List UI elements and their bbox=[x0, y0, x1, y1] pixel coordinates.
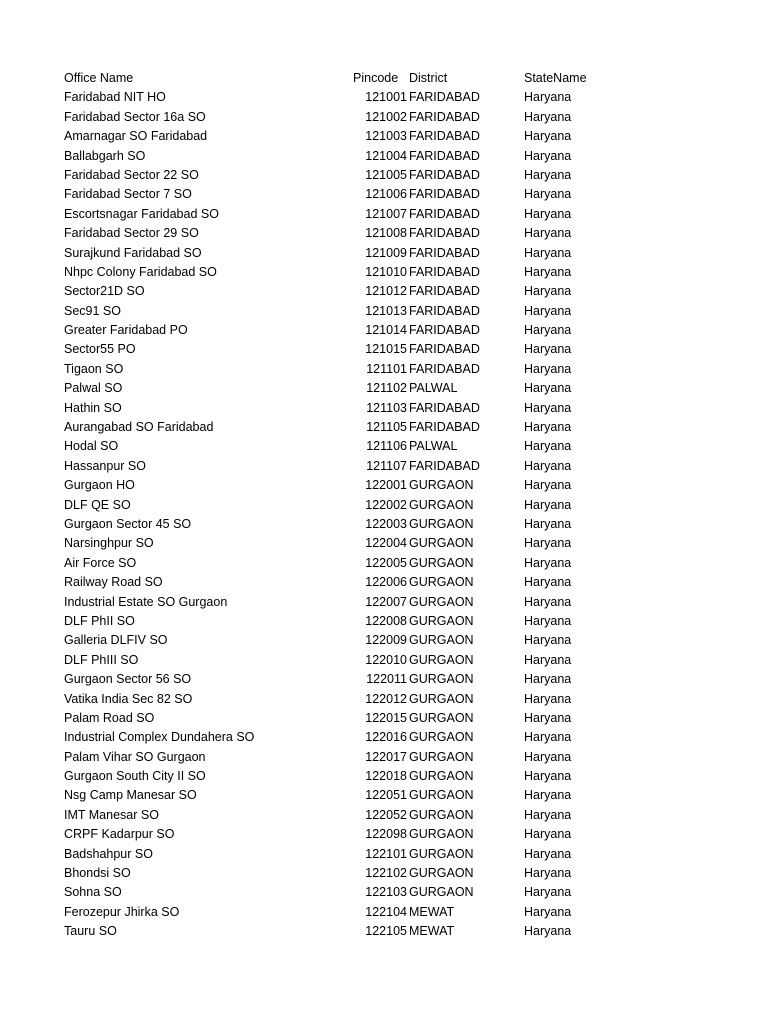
district-cell: FARIDABAD bbox=[409, 187, 480, 202]
pincode-cell: 122009 bbox=[365, 633, 407, 648]
pincode-cell: 122103 bbox=[365, 885, 407, 900]
pincode-cell: 122052 bbox=[365, 807, 407, 822]
table-row bbox=[0, 883, 768, 902]
district-cell: GURGAON bbox=[409, 478, 474, 493]
office-name-cell: Bhondsi SO bbox=[64, 866, 131, 881]
office-name-cell: Gurgaon HO bbox=[64, 478, 135, 493]
office-name-cell: Ballabgarh SO bbox=[64, 148, 146, 163]
state-name-cell: Haryana bbox=[524, 90, 572, 105]
pincode-cell: 121005 bbox=[365, 167, 407, 182]
table-row bbox=[0, 340, 768, 359]
state-name-cell: Haryana bbox=[524, 264, 572, 279]
district-cell: GURGAON bbox=[409, 710, 474, 725]
table-row bbox=[0, 670, 768, 689]
table-row bbox=[0, 224, 768, 243]
table-row bbox=[0, 554, 768, 573]
table-row bbox=[0, 205, 768, 224]
state-name-cell: Haryana bbox=[524, 594, 572, 609]
pincode-cell: 122104 bbox=[365, 904, 407, 919]
state-name-cell: Haryana bbox=[524, 245, 572, 260]
office-name-cell: Sec91 SO bbox=[64, 303, 121, 318]
pincode-cell: 121105 bbox=[366, 420, 407, 435]
office-name-cell: Faridabad NIT HO bbox=[64, 90, 166, 105]
header-pincode: Pincode bbox=[353, 71, 399, 85]
office-name-cell: Galleria DLFIV SO bbox=[64, 633, 168, 648]
state-name-cell: Haryana bbox=[524, 342, 572, 357]
table-row bbox=[0, 282, 768, 301]
district-cell: FARIDABAD bbox=[409, 90, 480, 105]
state-name-cell: Haryana bbox=[524, 497, 572, 512]
state-name-cell: Haryana bbox=[524, 400, 572, 415]
state-name-cell: Haryana bbox=[524, 187, 572, 202]
table-row bbox=[0, 88, 768, 107]
table-row bbox=[0, 806, 768, 825]
state-name-cell: Haryana bbox=[524, 710, 572, 725]
state-name-cell: Haryana bbox=[524, 691, 572, 706]
district-cell: GURGAON bbox=[409, 555, 474, 570]
table-row bbox=[0, 147, 768, 166]
table-row bbox=[0, 767, 768, 786]
pincode-cell: 121007 bbox=[365, 206, 407, 221]
office-name-cell: Tigaon SO bbox=[64, 361, 124, 376]
pincode-cell: 121009 bbox=[365, 245, 407, 260]
district-cell: GURGAON bbox=[409, 497, 474, 512]
office-name-cell: IMT Manesar SO bbox=[64, 807, 159, 822]
district-cell: FARIDABAD bbox=[409, 361, 480, 376]
state-name-cell: Haryana bbox=[524, 303, 572, 318]
state-name-cell: Haryana bbox=[524, 827, 572, 842]
state-name-cell: Haryana bbox=[524, 516, 572, 531]
pincode-cell: 122098 bbox=[365, 827, 407, 842]
office-name-cell: Surajkund Faridabad SO bbox=[64, 245, 202, 260]
district-cell: GURGAON bbox=[409, 536, 474, 551]
table-row bbox=[0, 631, 768, 650]
state-name-cell: Haryana bbox=[524, 206, 572, 221]
pincode-cell: 121014 bbox=[365, 323, 407, 338]
office-name-cell: Hathin SO bbox=[64, 400, 122, 415]
pincode-cell: 122105 bbox=[365, 924, 407, 939]
table-row bbox=[0, 263, 768, 282]
table-row bbox=[0, 728, 768, 747]
state-name-cell: Haryana bbox=[524, 420, 572, 435]
district-cell: PALWAL bbox=[409, 381, 458, 396]
pincode-cell: 122002 bbox=[365, 497, 407, 512]
state-name-cell: Haryana bbox=[524, 284, 572, 299]
pincode-cell: 121103 bbox=[366, 400, 407, 415]
office-name-cell: Badshahpur SO bbox=[64, 846, 153, 861]
state-name-cell: Haryana bbox=[524, 788, 572, 803]
table-row bbox=[0, 786, 768, 805]
table-row bbox=[0, 903, 768, 922]
district-cell: GURGAON bbox=[409, 691, 474, 706]
table-row bbox=[0, 166, 768, 185]
office-name-cell: Amarnagar SO Faridabad bbox=[64, 129, 208, 144]
district-cell: GURGAON bbox=[409, 730, 474, 745]
district-cell: GURGAON bbox=[409, 866, 474, 881]
pincode-cell: 121106 bbox=[366, 439, 407, 454]
office-name-cell: DLF PhIII SO bbox=[64, 652, 139, 667]
district-cell: GURGAON bbox=[409, 788, 474, 803]
table-row bbox=[0, 864, 768, 883]
pincode-cell: 122005 bbox=[365, 555, 407, 570]
district-cell: GURGAON bbox=[409, 846, 474, 861]
pincode-cell: 122101 bbox=[365, 846, 407, 861]
table-row bbox=[0, 302, 768, 321]
state-name-cell: Haryana bbox=[524, 613, 572, 628]
office-name-cell: Faridabad Sector 29 SO bbox=[64, 226, 199, 241]
table-row bbox=[0, 534, 768, 553]
office-name-cell: DLF PhII SO bbox=[64, 613, 135, 628]
table-row bbox=[0, 825, 768, 844]
district-cell: GURGAON bbox=[409, 672, 474, 687]
table-row bbox=[0, 496, 768, 515]
pincode-cell: 122016 bbox=[365, 730, 407, 745]
district-cell: FARIDABAD bbox=[409, 400, 480, 415]
office-name-cell: Faridabad Sector 16a SO bbox=[64, 109, 206, 124]
table-row bbox=[0, 379, 768, 398]
state-name-cell: Haryana bbox=[524, 167, 572, 182]
district-cell: GURGAON bbox=[409, 594, 474, 609]
table-row bbox=[0, 360, 768, 379]
table-row bbox=[0, 845, 768, 864]
office-name-cell: Sector21D SO bbox=[64, 284, 145, 299]
pincode-cell: 122004 bbox=[365, 536, 407, 551]
office-name-cell: CRPF Kadarpur SO bbox=[64, 827, 175, 842]
pincode-cell: 122102 bbox=[365, 866, 407, 881]
pincode-cell: 122007 bbox=[365, 594, 407, 609]
pincode-cell: 121015 bbox=[365, 342, 407, 357]
district-cell: FARIDABAD bbox=[409, 109, 480, 124]
state-name-cell: Haryana bbox=[524, 478, 572, 493]
office-name-cell: Palwal SO bbox=[64, 381, 123, 396]
pincode-cell: 121003 bbox=[365, 129, 407, 144]
district-cell: GURGAON bbox=[409, 575, 474, 590]
state-name-cell: Haryana bbox=[524, 148, 572, 163]
state-name-cell: Haryana bbox=[524, 555, 572, 570]
district-cell: FARIDABAD bbox=[409, 458, 480, 473]
district-cell: FARIDABAD bbox=[409, 226, 480, 241]
state-name-cell: Haryana bbox=[524, 749, 572, 764]
table-row bbox=[0, 612, 768, 631]
office-name-cell: Escortsnagar Faridabad SO bbox=[64, 206, 219, 221]
office-name-cell: Greater Faridabad PO bbox=[64, 323, 188, 338]
state-name-cell: Haryana bbox=[524, 866, 572, 881]
district-cell: FARIDABAD bbox=[409, 129, 480, 144]
district-cell: MEWAT bbox=[409, 904, 455, 919]
pincode-cell: 121102 bbox=[366, 381, 407, 396]
office-name-cell: Railway Road SO bbox=[64, 575, 163, 590]
district-cell: GURGAON bbox=[409, 769, 474, 784]
header-office-name: Office Name bbox=[64, 71, 134, 85]
office-name-cell: Palam Vihar SO Gurgaon bbox=[64, 749, 206, 764]
office-name-cell: Sohna SO bbox=[64, 885, 122, 900]
office-name-cell: Ferozepur Jhirka SO bbox=[64, 904, 180, 919]
state-name-cell: Haryana bbox=[524, 730, 572, 745]
table-row bbox=[0, 185, 768, 204]
district-cell: GURGAON bbox=[409, 652, 474, 667]
office-name-cell: Aurangabad SO Faridabad bbox=[64, 420, 214, 435]
state-name-cell: Haryana bbox=[524, 381, 572, 396]
office-name-cell: Palam Road SO bbox=[64, 710, 155, 725]
table-row bbox=[0, 573, 768, 592]
table-row bbox=[0, 457, 768, 476]
state-name-cell: Haryana bbox=[524, 633, 572, 648]
pincode-cell: 122008 bbox=[365, 613, 407, 628]
pincode-cell: 121101 bbox=[366, 361, 407, 376]
office-name-cell: Faridabad Sector 7 SO bbox=[64, 187, 192, 202]
district-cell: FARIDABAD bbox=[409, 323, 480, 338]
state-name-cell: Haryana bbox=[524, 536, 572, 551]
table-row bbox=[0, 690, 768, 709]
office-name-cell: Tauru SO bbox=[64, 924, 117, 939]
state-name-cell: Haryana bbox=[524, 904, 572, 919]
district-cell: FARIDABAD bbox=[409, 206, 480, 221]
pincode-cell: 121008 bbox=[365, 226, 407, 241]
office-name-cell: Hassanpur SO bbox=[64, 458, 146, 473]
office-name-cell: Sector55 PO bbox=[64, 342, 136, 357]
state-name-cell: Haryana bbox=[524, 575, 572, 590]
pincode-cell: 122015 bbox=[365, 710, 407, 725]
table-row bbox=[0, 651, 768, 670]
pincode-cell: 121013 bbox=[365, 303, 407, 318]
pincode-cell: 121010 bbox=[365, 264, 407, 279]
district-cell: FARIDABAD bbox=[409, 245, 480, 260]
office-name-cell: Gurgaon Sector 45 SO bbox=[64, 516, 192, 531]
state-name-cell: Haryana bbox=[524, 885, 572, 900]
table-row bbox=[0, 922, 768, 941]
table-row bbox=[0, 476, 768, 495]
pincode-cell: 121012 bbox=[365, 284, 407, 299]
table-row bbox=[0, 244, 768, 263]
state-name-cell: Haryana bbox=[524, 226, 572, 241]
state-name-cell: Haryana bbox=[524, 439, 572, 454]
table-row bbox=[0, 515, 768, 534]
pincode-cell: 121107 bbox=[366, 458, 407, 473]
pincode-cell: 121006 bbox=[365, 187, 407, 202]
office-name-cell: Narsinghpur SO bbox=[64, 536, 154, 551]
pincode-cell: 122012 bbox=[365, 691, 407, 706]
state-name-cell: Haryana bbox=[524, 807, 572, 822]
district-cell: GURGAON bbox=[409, 613, 474, 628]
district-cell: FARIDABAD bbox=[409, 420, 480, 435]
district-cell: GURGAON bbox=[409, 633, 474, 648]
table-row bbox=[0, 108, 768, 127]
table-row bbox=[0, 127, 768, 146]
pincode-cell: 122051 bbox=[365, 788, 407, 803]
table-row bbox=[0, 437, 768, 456]
table-row bbox=[0, 399, 768, 418]
office-name-cell: Nsg Camp Manesar SO bbox=[64, 788, 197, 803]
office-name-cell: Vatika India Sec 82 SO bbox=[64, 691, 193, 706]
table-header-row bbox=[0, 69, 768, 88]
pincode-cell: 122003 bbox=[365, 516, 407, 531]
pincode-cell: 122006 bbox=[365, 575, 407, 590]
state-name-cell: Haryana bbox=[524, 652, 572, 667]
table-row bbox=[0, 593, 768, 612]
district-cell: GURGAON bbox=[409, 885, 474, 900]
pincode-cell: 121001 bbox=[365, 90, 407, 105]
table-row bbox=[0, 709, 768, 728]
table-body bbox=[0, 88, 768, 941]
pincode-cell: 122011 bbox=[366, 672, 407, 687]
office-name-cell: Faridabad Sector 22 SO bbox=[64, 167, 199, 182]
state-name-cell: Haryana bbox=[524, 129, 572, 144]
district-cell: MEWAT bbox=[409, 924, 455, 939]
table-row bbox=[0, 321, 768, 340]
pincode-cell: 122001 bbox=[365, 478, 407, 493]
state-name-cell: Haryana bbox=[524, 672, 572, 687]
office-name-cell: Industrial Complex Dundahera SO bbox=[64, 730, 255, 745]
district-cell: FARIDABAD bbox=[409, 167, 480, 182]
state-name-cell: Haryana bbox=[524, 769, 572, 784]
pincode-cell: 121004 bbox=[365, 148, 407, 163]
header-state-name: StateName bbox=[524, 71, 587, 85]
table-row bbox=[0, 418, 768, 437]
state-name-cell: Haryana bbox=[524, 361, 572, 376]
district-cell: FARIDABAD bbox=[409, 342, 480, 357]
district-cell: FARIDABAD bbox=[409, 303, 480, 318]
district-cell: GURGAON bbox=[409, 749, 474, 764]
office-name-cell: Industrial Estate SO Gurgaon bbox=[64, 594, 228, 609]
pincode-cell: 122018 bbox=[365, 769, 407, 784]
table-row bbox=[0, 748, 768, 767]
header-district: District bbox=[409, 71, 448, 85]
district-cell: FARIDABAD bbox=[409, 264, 480, 279]
pincode-cell: 122017 bbox=[365, 749, 407, 764]
district-cell: GURGAON bbox=[409, 827, 474, 842]
state-name-cell: Haryana bbox=[524, 846, 572, 861]
office-name-cell: Nhpc Colony Faridabad SO bbox=[64, 264, 217, 279]
state-name-cell: Haryana bbox=[524, 323, 572, 338]
state-name-cell: Haryana bbox=[524, 109, 572, 124]
district-cell: FARIDABAD bbox=[409, 148, 480, 163]
district-cell: FARIDABAD bbox=[409, 284, 480, 299]
office-name-cell: Gurgaon South City II SO bbox=[64, 769, 206, 784]
office-name-cell: Air Force SO bbox=[64, 555, 137, 570]
pincode-cell: 121002 bbox=[365, 109, 407, 124]
pincode-cell: 122010 bbox=[365, 652, 407, 667]
district-cell: GURGAON bbox=[409, 807, 474, 822]
district-cell: GURGAON bbox=[409, 516, 474, 531]
district-cell: PALWAL bbox=[409, 439, 458, 454]
office-name-cell: DLF QE SO bbox=[64, 497, 131, 512]
state-name-cell: Haryana bbox=[524, 924, 572, 939]
state-name-cell: Haryana bbox=[524, 458, 572, 473]
office-name-cell: Gurgaon Sector 56 SO bbox=[64, 672, 192, 687]
post-office-table bbox=[0, 69, 768, 942]
office-name-cell: Hodal SO bbox=[64, 439, 119, 454]
